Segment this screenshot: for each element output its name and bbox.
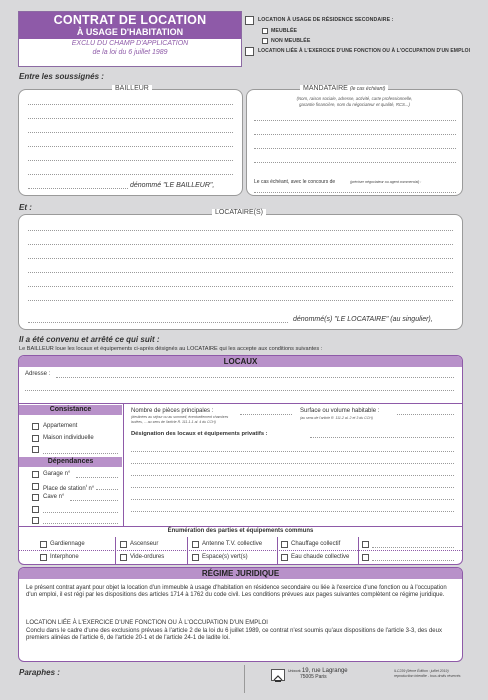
meublee-label: MEUBLÉE (271, 28, 298, 34)
ascenseur-checkbox[interactable] (120, 541, 127, 548)
adresse-field[interactable] (56, 377, 454, 378)
antenne-label: Antenne T.V. collective (202, 541, 263, 547)
adresse-label: Adresse : (25, 371, 51, 377)
residence-option-label: LOCATION À USAGE DE RÉSIDENCE SECONDAIRE : (258, 17, 394, 23)
locataire-line[interactable] (28, 300, 453, 301)
meublee-checkbox[interactable] (262, 28, 268, 34)
mandataire-line[interactable] (254, 192, 456, 193)
non-meublee-label: NON MEUBLÉE (271, 38, 311, 44)
autre-checkbox[interactable] (32, 446, 39, 453)
divider (123, 403, 124, 526)
chauffage-label: Chauffage collectif (291, 541, 341, 547)
maison-label: Maison individuelle (43, 435, 94, 441)
autre-commun-field[interactable] (372, 560, 454, 561)
place-checkbox[interactable] (32, 483, 39, 490)
reference-rights: reproduction interdite - tous droits réservés (394, 674, 461, 678)
fonction-option-label: LOCATION LIÉE À L'EXERCICE D'UNE FONCTION OU À L'OCCUPATION D'UN EMPLOI (258, 48, 471, 54)
locataire-denomination: dénommé(s) "LE LOCATAIRE" (au singulier), (293, 316, 433, 323)
chauffage-checkbox[interactable] (281, 541, 288, 548)
non-meublee-checkbox[interactable] (262, 38, 268, 44)
bailleur-line[interactable] (28, 146, 233, 147)
designation-field[interactable] (131, 475, 454, 476)
publisher-logo-icon (271, 669, 285, 681)
regime-box (18, 567, 463, 662)
designation-field[interactable] (131, 511, 454, 512)
designation-field[interactable] (310, 437, 454, 438)
regime-band: RÉGIME JURIDIQUE (19, 568, 462, 579)
mandataire-legend (300, 85, 388, 92)
vide-ordures-label: Vide-ordures (130, 554, 165, 560)
bailleur-line[interactable] (28, 104, 233, 105)
contract-title: CONTRAT DE LOCATION (53, 13, 207, 27)
vide-ordures-checkbox[interactable] (120, 554, 127, 561)
mandataire-concours: Le cas échéant, avec le concours de (254, 179, 336, 185)
residence-checkbox[interactable] (245, 16, 254, 25)
place-suffix: t (85, 483, 87, 488)
designation-field[interactable] (131, 463, 454, 464)
surface-field[interactable] (397, 414, 454, 415)
designation-field[interactable] (131, 499, 454, 500)
locataire-line[interactable] (28, 258, 453, 259)
interphone-label: Interphone (50, 554, 79, 560)
locataire-line[interactable] (28, 272, 453, 273)
publisher-name: Uniwork (288, 669, 301, 673)
et-heading: Et : (19, 203, 32, 212)
designation-field[interactable] (131, 451, 454, 452)
eau-chaude-checkbox[interactable] (281, 554, 288, 561)
title-box (18, 11, 242, 67)
autre-dep-checkbox[interactable] (32, 517, 39, 524)
soussignes-heading: Entre les soussignés : (19, 72, 104, 81)
divider (19, 526, 462, 527)
regime-paragraph-1: Le présent contrat ayant pour objet la location d'un immeuble à usage d'habitation en résidence secondaire ou liée à l'exercice d'une fonction ou à l'occupation d'un emploi, il est régi par les dispositions des articles 1714 à 1762 du code civil. Les conditions prévues aux pages suivantes complètent ce régime juridique. (26, 585, 447, 599)
reference (394, 669, 474, 679)
locataire-legend: LOCATAIRE(S) (212, 209, 266, 216)
locataire-line[interactable] (28, 230, 453, 231)
garage-field[interactable] (76, 477, 118, 478)
bailleur-legend: BAILLEUR (112, 85, 152, 92)
bailleur-panel (18, 89, 243, 196)
place-field[interactable] (96, 489, 118, 490)
title-band (19, 12, 241, 39)
consistance-band: Consistance (19, 405, 122, 415)
autre-dep-field[interactable] (43, 523, 118, 524)
cave-label: Cave n° (43, 494, 65, 500)
adresse-field[interactable] (25, 390, 454, 391)
fonction-checkbox[interactable] (245, 47, 254, 56)
autre-commun-field[interactable] (372, 547, 454, 548)
mandataire-concours-hint: (préciser négociateur ou agent commercial) : (350, 180, 422, 184)
autre-field[interactable] (43, 453, 118, 454)
surface-note: (au sens de l'article R. 111-2 al. 2 et 3 du CCH) (300, 416, 373, 420)
communs-title: Énumération des parties et équipements communs (167, 528, 314, 534)
espaces-verts-label: Espace(s) vert(s) (202, 554, 248, 560)
bailleur-line[interactable] (28, 160, 233, 161)
designation-label: Désignation des locaux et équipements privatifs : (131, 431, 268, 437)
reference-edition: ILC239 (9ème Édition : juillet 2019) (394, 669, 449, 673)
regime-heading-2: LOCATION LIÉE À L'EXERCICE D'UNE FONCTION OU À L'OCCUPATION D'UN EMPLOI (26, 620, 268, 626)
law-reference: de la loi du 6 juillet 1989 (92, 49, 168, 56)
locataire-line[interactable] (28, 322, 288, 323)
mandataire-note: (le cas échéant) (349, 86, 386, 92)
locataire-line[interactable] (28, 286, 453, 287)
mandataire-line[interactable] (254, 134, 456, 135)
appartement-label: Appartement (43, 423, 78, 429)
exclusion-note: EXCLU DU CHAMP D'APPLICATION (71, 40, 189, 47)
bailleur-line[interactable] (28, 174, 233, 175)
mandataire-hint-1: (Nom, raison sociale, adresse, activité, carte professionnelle, (296, 96, 413, 101)
bailleur-line[interactable] (28, 118, 233, 119)
contract-subtitle: À USAGE D'HABITATION (76, 27, 184, 37)
autre-commun-checkbox[interactable] (362, 554, 369, 561)
autre-dep-field[interactable] (43, 512, 118, 513)
mandataire-line[interactable] (254, 162, 456, 163)
antenne-checkbox[interactable] (192, 541, 199, 548)
bailleur-line[interactable] (28, 132, 233, 133)
mandataire-line[interactable] (254, 148, 456, 149)
paraphes-label: Paraphes : (19, 668, 60, 677)
pieces-note-1: (destinées au séjour ou au sommeil, éventuellement chambres (131, 415, 229, 419)
designation-field[interactable] (131, 487, 454, 488)
cave-field[interactable] (70, 500, 118, 501)
place-label (43, 483, 94, 492)
locataire-line[interactable] (28, 244, 453, 245)
pieces-note-2: isolées, ... au sens de l'article R. 111-1-1 al. 4 du CCH) (131, 420, 216, 424)
bailleur-denomination: dénommé "LE BAILLEUR", (130, 182, 215, 189)
maison-checkbox[interactable] (32, 435, 39, 442)
publisher-city: 75005 Paris (300, 674, 327, 680)
publisher-address (288, 668, 348, 680)
divider (19, 550, 462, 551)
regime-paragraph-2: Conclu dans le cadre d'une des exclusions prévues à l'article 2 de la loi du 6 juillet 1989, ce contrat n'est soumis qu'aux dispositions de l'article 3-3, des deux premiers alinéas de l'article 6, de l'article 20-1 et de l'article 24-1 de ladite loi. (26, 628, 442, 642)
place-text: Place de station (43, 486, 86, 492)
locaux-band: LOCAUX (19, 356, 462, 367)
gardiennage-checkbox[interactable] (40, 541, 47, 548)
autre-commun-checkbox[interactable] (362, 541, 369, 548)
autre-dep-checkbox[interactable] (32, 506, 39, 513)
divider (19, 403, 462, 404)
divider (244, 665, 245, 693)
mandataire-line[interactable] (254, 120, 456, 121)
gardiennage-label: Gardiennage (50, 541, 85, 547)
publisher-street: 19, rue Lagrange (301, 668, 348, 674)
garage-label: Garage n° (43, 471, 71, 477)
espaces-verts-checkbox[interactable] (192, 554, 199, 561)
dependances-band: Dépendances (19, 457, 122, 467)
surface-label: Surface ou volume habitable : (300, 408, 380, 414)
agreement-text: Le BAILLEUR loue les locaux et équipements ci-après désignés au LOCATAIRE qui les accepte aux conditions suivantes : (19, 346, 323, 352)
appartement-checkbox[interactable] (32, 423, 39, 430)
agreement-heading: Il a été convenu et arrêté ce qui suit : (19, 335, 160, 344)
cave-checkbox[interactable] (32, 494, 39, 501)
garage-checkbox[interactable] (32, 471, 39, 478)
place-number: n° (88, 486, 95, 492)
eau-chaude-label: Eau chaude collective (291, 554, 350, 560)
interphone-checkbox[interactable] (40, 554, 47, 561)
ascenseur-label: Ascenseur (130, 541, 159, 547)
pieces-label: Nombre de pièces principales : (131, 408, 214, 414)
mandataire-hint-2: garantie financière, nom du négociateur et qualité, RCS...) (299, 102, 410, 107)
pieces-field[interactable] (240, 414, 292, 415)
mandataire-title: MANDATAIRE (303, 85, 348, 92)
bailleur-line[interactable] (28, 188, 128, 189)
